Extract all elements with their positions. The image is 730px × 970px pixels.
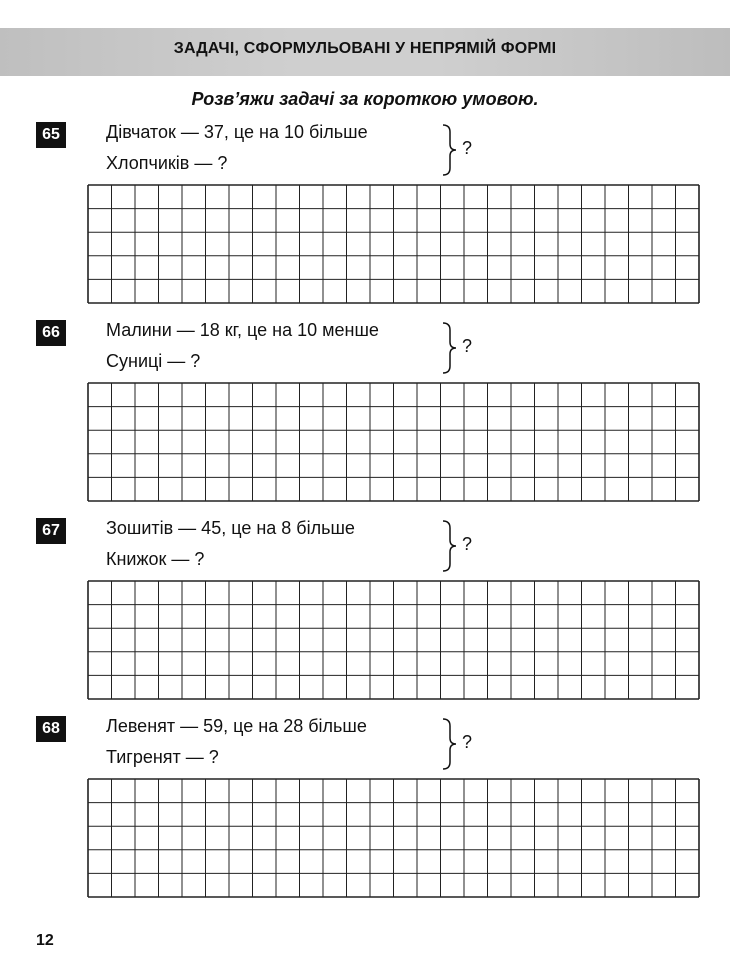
task-65 xyxy=(0,122,730,312)
task-condition-line: Дівчаток — 37, це на 10 більше xyxy=(106,122,368,142)
task-condition-line: Зошитів — 45, це на 8 більше xyxy=(106,518,355,538)
task-question-line: Тигренят — ? xyxy=(106,747,219,767)
page-title: ЗАДАЧІ, СФОРМУЛЬОВАНІ У НЕПРЯМІЙ ФОРМІ xyxy=(173,40,557,57)
question-mark: ? xyxy=(462,336,473,356)
curly-brace-icon xyxy=(440,718,460,770)
task-number-badge: 65 xyxy=(36,122,66,148)
task-question-line: Суниці — ? xyxy=(106,351,201,371)
task-number-badge: 67 xyxy=(36,518,66,544)
curly-brace-icon xyxy=(440,520,460,572)
question-mark: ? xyxy=(462,534,473,554)
answer-grid[interactable] xyxy=(87,580,700,700)
answer-grid[interactable] xyxy=(87,382,700,502)
curly-brace-icon xyxy=(440,124,460,176)
answer-grid[interactable] xyxy=(87,778,700,898)
page-number: 12 xyxy=(36,932,54,949)
task-question-line: Книжок — ? xyxy=(106,549,205,569)
question-mark: ? xyxy=(462,732,473,752)
question-mark: ? xyxy=(462,138,473,158)
answer-grid[interactable] xyxy=(87,184,700,304)
task-condition-line: Малини — 18 кг, це на 10 менше xyxy=(106,320,379,340)
task-number-badge: 68 xyxy=(36,716,66,742)
task-condition-line: Левенят — 59, це на 28 більше xyxy=(106,716,367,736)
task-68 xyxy=(0,716,730,906)
task-66 xyxy=(0,320,730,510)
curly-brace-icon xyxy=(440,322,460,374)
task-67 xyxy=(0,518,730,708)
task-question-line: Хлопчиків — ? xyxy=(106,153,228,173)
instruction-text: Розв’яжи задачі за короткою умовою. xyxy=(191,89,539,109)
task-number-badge: 66 xyxy=(36,320,66,346)
